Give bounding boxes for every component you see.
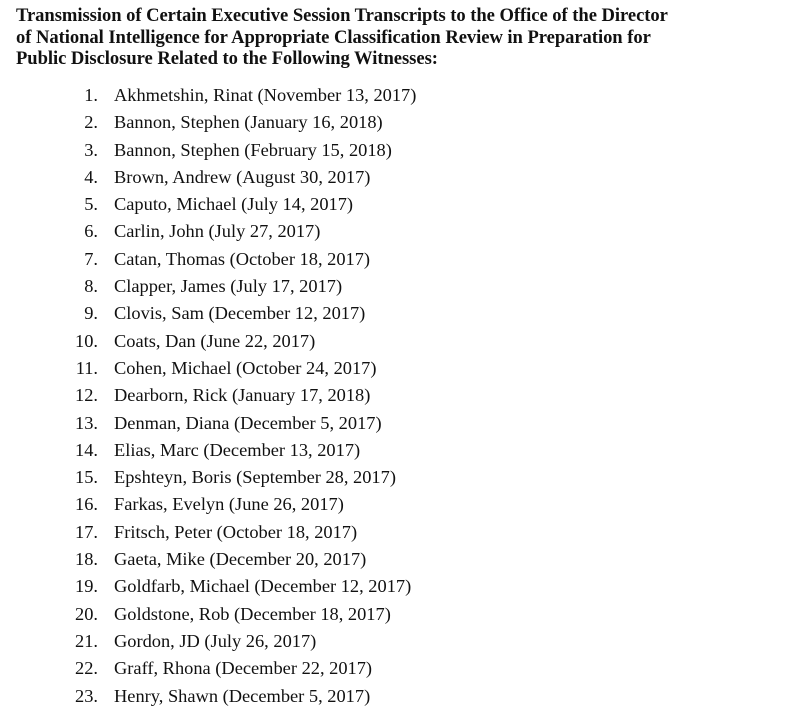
witness-number: 2. bbox=[84, 112, 98, 133]
witness-list-item bbox=[0, 355, 800, 382]
witness-list-item bbox=[0, 437, 800, 464]
witness-number: 15. bbox=[75, 467, 98, 488]
witness-number: 22. bbox=[75, 658, 98, 679]
witness-entry: Graff, Rhona (December 22, 2017) bbox=[114, 658, 373, 679]
witness-number: 3. bbox=[84, 139, 98, 160]
witness-entry: Carlin, John (July 27, 2017) bbox=[114, 221, 321, 242]
witness-list-item bbox=[0, 82, 800, 109]
witness-entry: Clovis, Sam (December 12, 2017) bbox=[114, 303, 366, 324]
witness-number: 12. bbox=[75, 385, 98, 406]
witness-list-item bbox=[0, 628, 800, 655]
witness-number: 10. bbox=[75, 330, 98, 351]
heading-line: of National Intelligence for Appropriate Classification Review in Preparation for bbox=[16, 26, 651, 48]
witness-list bbox=[0, 82, 800, 710]
witness-list-item bbox=[0, 273, 800, 300]
witness-number: 21. bbox=[75, 630, 98, 651]
witness-number: 23. bbox=[75, 685, 98, 706]
witness-number: 18. bbox=[75, 549, 98, 570]
witness-list-item bbox=[0, 137, 800, 164]
witness-entry: Dearborn, Rick (January 17, 2018) bbox=[114, 385, 371, 406]
witness-entry: Clapper, James (July 17, 2017) bbox=[114, 276, 343, 297]
witness-list-item bbox=[0, 191, 800, 218]
witness-list-item bbox=[0, 519, 800, 546]
witness-number: 19. bbox=[75, 576, 98, 597]
witness-entry: Akhmetshin, Rinat (November 13, 2017) bbox=[114, 85, 417, 105]
witness-entry: Gaeta, Mike (December 20, 2017) bbox=[114, 549, 367, 570]
witness-entry: Henry, Shawn (December 5, 2017) bbox=[114, 685, 371, 706]
witness-entry: Brown, Andrew (August 30, 2017) bbox=[114, 166, 371, 187]
witness-entry: Goldfarb, Michael (December 12, 2017) bbox=[114, 576, 412, 597]
witness-list-item bbox=[0, 491, 800, 518]
witness-list-item bbox=[0, 683, 800, 710]
witness-entry: Goldstone, Rob (December 18, 2017) bbox=[114, 603, 391, 624]
witness-number: 16. bbox=[75, 494, 98, 515]
witness-entry: Denman, Diana (December 5, 2017) bbox=[114, 412, 382, 433]
witness-list-item bbox=[0, 464, 800, 491]
witness-list-item bbox=[0, 300, 800, 327]
witness-number: 20. bbox=[75, 603, 98, 624]
witness-number: 6. bbox=[84, 221, 98, 242]
witness-number: 4. bbox=[84, 166, 98, 187]
witness-entry: Elias, Marc (December 13, 2017) bbox=[114, 439, 361, 460]
witness-list-item bbox=[0, 546, 800, 573]
witness-list-item bbox=[0, 382, 800, 409]
witness-entry: Gordon, JD (July 26, 2017) bbox=[114, 630, 317, 651]
witness-entry: Bannon, Stephen (February 15, 2018) bbox=[114, 139, 392, 160]
heading-line: Transmission of Certain Executive Session Transcripts to the Office of the Director bbox=[16, 5, 668, 26]
witness-number: 5. bbox=[84, 194, 98, 215]
document-heading bbox=[16, 5, 796, 70]
witness-entry: Farkas, Evelyn (June 26, 2017) bbox=[114, 494, 344, 515]
witness-list-item bbox=[0, 164, 800, 191]
witness-number: 9. bbox=[84, 303, 98, 324]
witness-list-item bbox=[0, 410, 800, 437]
witness-entry: Coats, Dan (June 22, 2017) bbox=[114, 330, 316, 351]
witness-list-item bbox=[0, 218, 800, 245]
witness-list-item bbox=[0, 328, 800, 355]
witness-entry: Fritsch, Peter (October 18, 2017) bbox=[114, 521, 358, 542]
witness-entry: Catan, Thomas (October 18, 2017) bbox=[114, 248, 371, 269]
witness-list-item bbox=[0, 601, 800, 628]
witness-number: 14. bbox=[75, 439, 98, 460]
witness-list-item bbox=[0, 109, 800, 136]
witness-number: 11. bbox=[75, 357, 98, 378]
heading-line: Public Disclosure Related to the Following Witnesses: bbox=[16, 48, 438, 69]
witness-list-item bbox=[0, 246, 800, 273]
witness-entry: Caputo, Michael (July 14, 2017) bbox=[114, 194, 354, 215]
witness-list-item bbox=[0, 655, 800, 682]
witness-entry: Cohen, Michael (October 24, 2017) bbox=[114, 357, 377, 378]
witness-entry: Epshteyn, Boris (September 28, 2017) bbox=[114, 467, 396, 488]
witness-number: 7. bbox=[84, 248, 98, 269]
witness-entry: Bannon, Stephen (January 16, 2018) bbox=[114, 112, 383, 133]
witness-list-item bbox=[0, 573, 800, 600]
witness-number: 13. bbox=[75, 412, 98, 433]
witness-number: 17. bbox=[75, 521, 98, 542]
witness-number: 8. bbox=[84, 276, 98, 297]
witness-number: 1. bbox=[84, 85, 98, 105]
